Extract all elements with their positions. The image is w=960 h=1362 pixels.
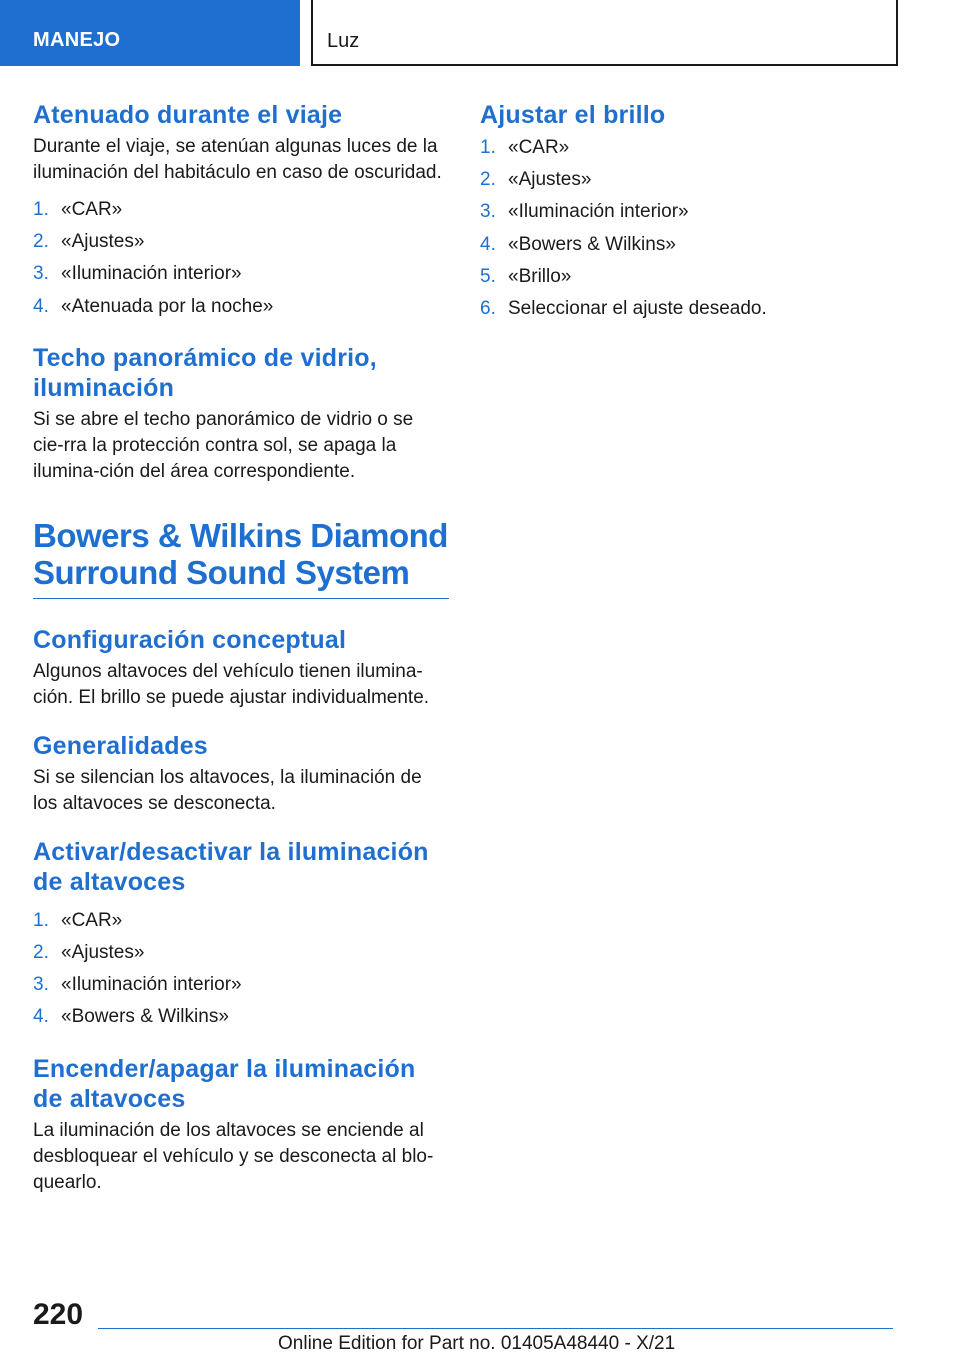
text-onoff: La iluminación de los altavoces se enciende al desbloquear el vehículo y se desconecta al blo-quearlo. (33, 1119, 434, 1193)
heading-brightness: Ajustar el brillo (480, 101, 666, 129)
left-column (33, 100, 449, 1196)
step-text: «Bowers & Wilkins» (61, 1006, 229, 1028)
step-text: «Bowers & Wilkins» (508, 233, 676, 255)
list-item (33, 1001, 449, 1033)
step-text: «CAR» (61, 199, 123, 220)
text-dimmed: Durante el viaje, se atenúan algunas luces de la iluminación del habitáculo en caso de oscuridad. (33, 136, 442, 183)
heading-onoff: Encender/apagar la iluminación de altavoces (33, 1054, 416, 1113)
step-number: 2. (480, 169, 496, 191)
step-text: «CAR» (61, 909, 123, 931)
step-number: 1. (33, 909, 49, 931)
step-number: 1. (33, 199, 49, 220)
step-number: 3. (33, 974, 49, 996)
list-item (33, 905, 449, 937)
footer-edition: Online Edition for Part no. 01405A48440 - X/21 (278, 1333, 676, 1354)
step-text: «Atenuada por la noche» (61, 295, 274, 317)
text-concept: Algunos altavoces del vehículo tienen ilumina-ción. El brillo se puede ajustar individualmente. (33, 660, 430, 708)
step-number: 3. (480, 201, 496, 223)
list-item (480, 196, 896, 228)
step-text: «Ajustes» (508, 169, 592, 191)
step-number: 2. (33, 942, 49, 964)
page-number: 220 (33, 1298, 84, 1331)
right-column (480, 100, 896, 325)
heading-general: Generalidades (33, 731, 208, 760)
step-text: «Iluminación interior» (61, 974, 242, 996)
step-text: «Iluminación interior» (508, 201, 689, 223)
chapter-label: Luz (327, 30, 360, 52)
list-item (33, 194, 449, 226)
list-item (480, 132, 896, 164)
footer-rule (98, 1328, 893, 1329)
list-item (480, 164, 896, 196)
list-item (480, 261, 896, 293)
list-item (33, 226, 449, 258)
text-roof: Si se abre el techo panorámico de vidrio o se cie-rra la protección contra sol, se apaga la ilumina-ción del área correspondiente. (33, 408, 414, 482)
list-item (480, 293, 896, 325)
step-number: 5. (480, 265, 496, 287)
section-label: MANEJO (33, 29, 121, 51)
heading-roof: Techo panorámico de vidrio, iluminación (33, 343, 377, 402)
step-number: 4. (33, 1006, 49, 1028)
step-number: 2. (33, 231, 49, 253)
list-item (33, 291, 449, 323)
list-item (33, 937, 449, 969)
heading-bowers-wilkins: Bowers & Wilkins Diamond Surround Sound System (33, 517, 449, 599)
chapter-box (311, 0, 898, 66)
step-text: «Iluminación interior» (61, 263, 242, 285)
steps-dimmed (33, 194, 449, 323)
steps-toggle (33, 905, 449, 1034)
text-general: Si se silencian los altavoces, la iluminación de los altavoces se desconecta. (33, 766, 422, 814)
step-text: «CAR» (508, 137, 570, 158)
step-number: 1. (480, 137, 496, 158)
heading-dimmed: Atenuado durante el viaje (33, 101, 343, 129)
step-number: 6. (480, 298, 496, 320)
step-text: Seleccionar el ajuste deseado. (508, 298, 767, 320)
list-item (480, 229, 896, 261)
steps-brightness (480, 132, 896, 325)
list-item (33, 969, 449, 1001)
section-tab (0, 0, 300, 66)
list-item (33, 258, 449, 290)
step-number: 3. (33, 263, 49, 285)
heading-concept: Configuración conceptual (33, 625, 347, 654)
step-number: 4. (480, 233, 496, 255)
heading-toggle: Activar/desactivar la iluminación de altavoces (33, 837, 429, 896)
step-number: 4. (33, 295, 49, 317)
step-text: «Ajustes» (61, 231, 145, 253)
step-text: «Ajustes» (61, 942, 145, 964)
step-text: «Brillo» (508, 265, 572, 287)
